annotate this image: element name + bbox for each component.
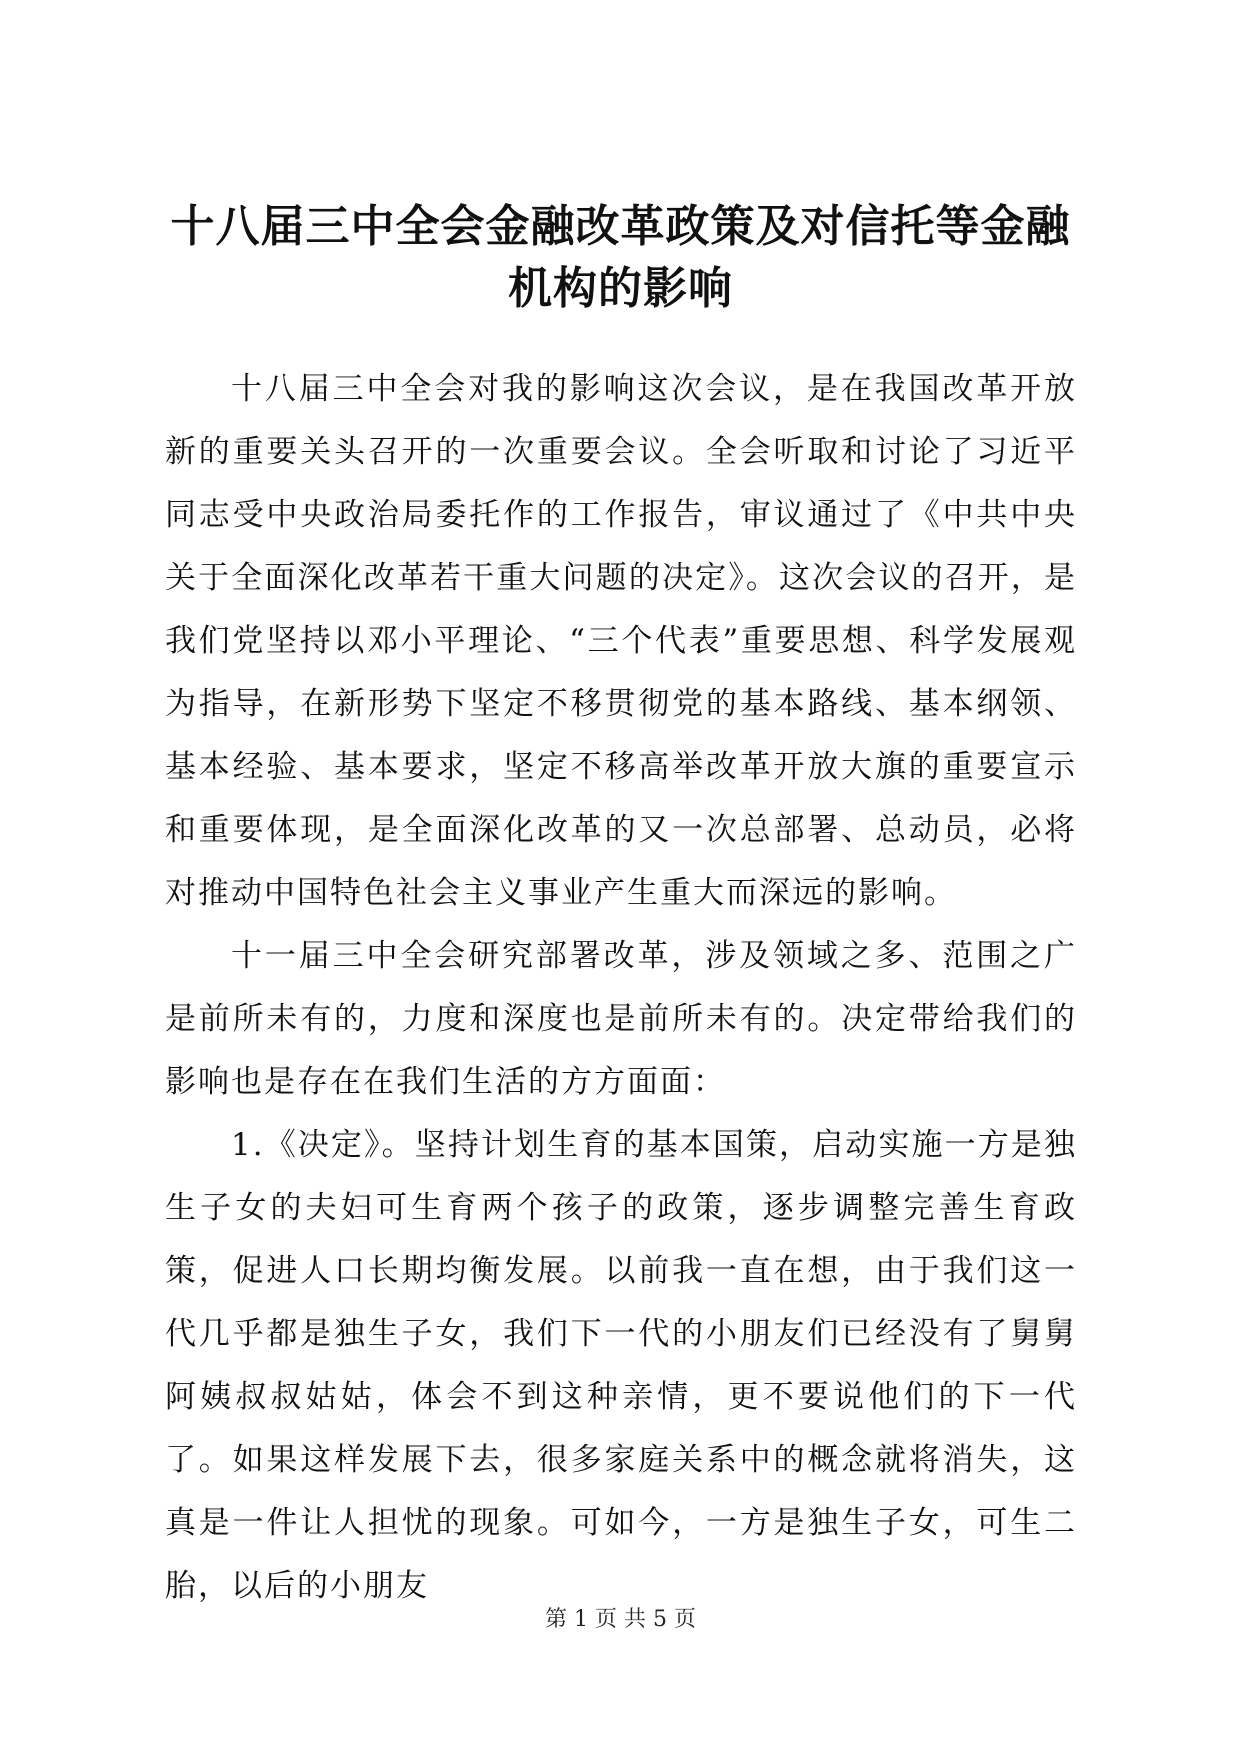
- page-number: 第 1 页 共 5 页: [545, 1607, 696, 1632]
- paragraph-item-1: 1.《决定》。坚持计划生育的基本国策，启动实施一方是独生子女的夫妇可生育两个孩子的政策，逐步调整完善生育政策，促进人口长期均衡发展。以前我一直在想，由于我们这一代几乎都是独生子女，我们下一代的小朋友们已经没有了舅舅阿姨叔叔姑姑，体会不到这种亲情，更不要说他们的下一代了。如果这样发展下去，很多家庭关系中的概念就将消失，这真是一件让人担忧的现象。可如今，一方是独生子女，可生二胎，以后的小朋友: [165, 1127, 1077, 1604]
- paragraph-intro: 十八届三中全会对我的影响这次会议，是在我国改革开放新的重要关头召开的一次重要会议。全会听取和讨论了习近平同志受中央政治局委托作的工作报告，审议通过了《中共中央关于全面深化改革若干重大问题的决定》。这次会议的召开，是我们党坚持以邓小平理论、“三个代表”重要思想、科学发展观为指导，在新形势下坚定不移贯彻党的基本路线、基本纲领、基本经验、基本要求，坚定不移高举改革开放大旗的重要宣示和重要体现，是全面深化改革的又一次总部署、总动员，必将对推动中国特色社会主义事业产生重大而深远的影响。: [165, 371, 1077, 911]
- document-body: [165, 358, 1077, 1618]
- paragraph-scope: 十一届三中全会研究部署改革，涉及领域之多、范围之广是前所未有的，力度和深度也是前所未有的。决定带给我们的影响也是存在在我们生活的方方面面：: [165, 938, 1077, 1100]
- document-title: 十八届三中全会金融改革政策及对信托等金融机构的影响: [170, 201, 1071, 314]
